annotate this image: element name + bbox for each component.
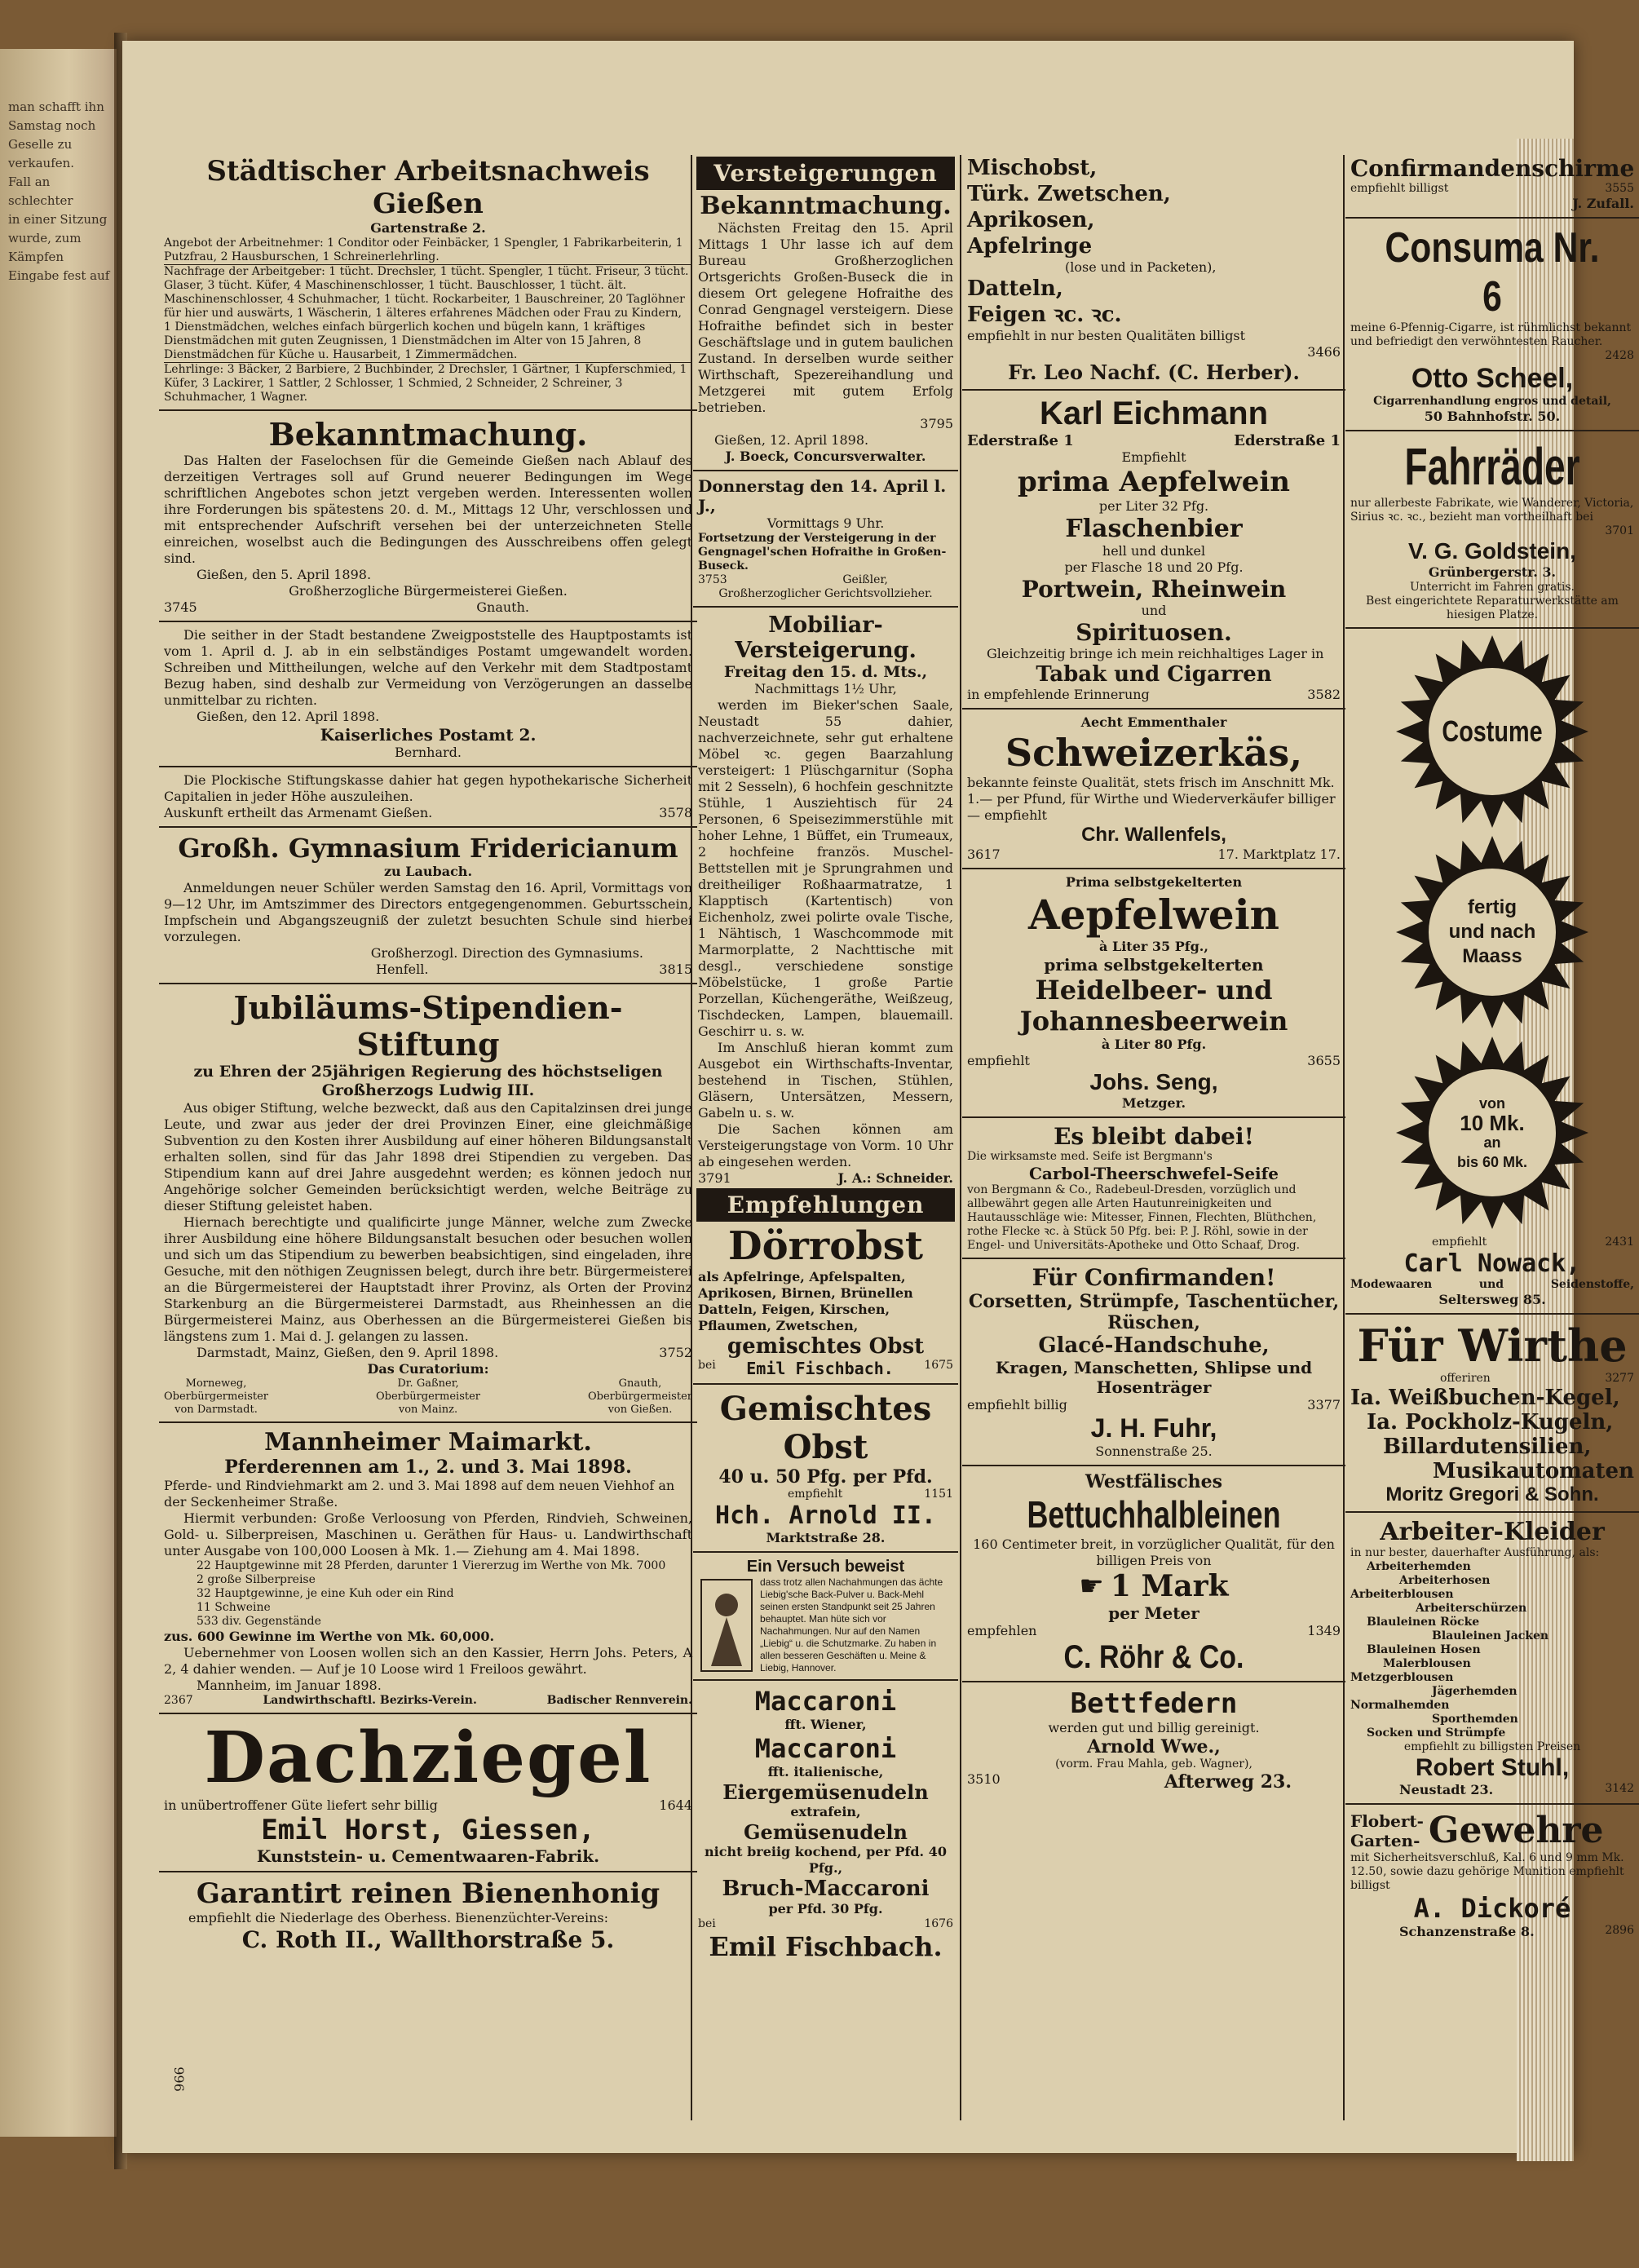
- ad-name: Emil Fischbach.: [709, 1931, 943, 1962]
- ad-signature: Bernhard.: [395, 745, 462, 760]
- ad-name: Fr. Leo Nachf. (C. Herber).: [1008, 360, 1300, 384]
- ad-authority: Kaiserliches Postamt 2.: [320, 725, 537, 745]
- ad-number: 2428: [1605, 349, 1634, 362]
- ad-number: 3745: [164, 599, 197, 615]
- ad-text: empfiehlt: [1432, 1236, 1487, 1249]
- ad-text: meine 6-Pfennig-Cigarre, ist rühmlichst bekannt und befriedigt den verwöhntesten Raucher.: [1350, 321, 1632, 348]
- ad-number: 3752: [659, 1345, 692, 1360]
- ad-bekanntmachung-hofraithe: [693, 192, 958, 465]
- ad-price: 40 u. 50 Pfg. per Pfd.: [718, 1466, 933, 1488]
- ad-title: Arbeiter-Kleider: [1380, 1518, 1605, 1546]
- ad-number: 3510: [967, 1771, 1001, 1787]
- ad-subtitle: zu Ehren der 25jährigen Regierung des höchstseligen Großherzogs Ludwig III.: [193, 1063, 663, 1099]
- ad-title: Städtischer Arbeitsnachweis Gießen: [206, 155, 650, 220]
- ad-title: Portwein, Rheinwein: [1021, 576, 1287, 603]
- ad-title: Bettuchhalbleinen: [1027, 1493, 1281, 1536]
- ad-title: Für Wirthe: [1357, 1320, 1628, 1372]
- ad-name: Robert Stuhl,: [1415, 1754, 1570, 1781]
- ad-address: Neustadt 23.: [1399, 1782, 1494, 1797]
- ad-item: Normalhemden: [1350, 1699, 1450, 1712]
- pointing-hand-icon: ☛: [1079, 1570, 1104, 1603]
- ad-title: Ein Versuch beweist: [746, 1558, 905, 1576]
- sunburst-text: an: [1483, 1134, 1501, 1151]
- ad-title: Mobiliar-Versteigerung.: [735, 612, 917, 663]
- ad-bettfedern: [962, 1687, 1345, 1793]
- ad-number: 2896: [1605, 1924, 1634, 1937]
- ad-signature: Geißler,: [842, 573, 888, 586]
- ad-title: Consuma Nr. 6: [1385, 224, 1600, 321]
- ad-text: empfiehlt die Niederlage des Oberhess. Bienenzüchter-Vereins:: [188, 1910, 609, 1925]
- section-banner-versteigerungen: Versteigerungen: [696, 157, 955, 190]
- ad-text: Cigarrenhandlung engros und detail,: [1373, 395, 1611, 408]
- ad-name: Otto Scheel,: [1411, 363, 1574, 394]
- ad-title: Aepfelwein: [1027, 891, 1280, 939]
- ad-dachziegel: [159, 1719, 697, 1866]
- ad-text: Hiermit verbunden: Große Verloosung von Pferden, Rindvieh, Schweinen, Gold- u. Silberpreisen, Maschinen u. Geräthen für Haus- u. Landwirthschaft unter Ausgabe von 100,000 Loosen à Mk. 1.— Ziehung am 4. Mai 1898.: [164, 1510, 692, 1558]
- ad-item: Arbeiterhosen: [1399, 1574, 1491, 1587]
- ad-title: Gemischtes Obst: [719, 1390, 932, 1466]
- ad-number: 2431: [1605, 1236, 1634, 1249]
- ad-confirmandenschirme: [1345, 155, 1639, 212]
- ad-org: Badischer Rennverein.: [546, 1694, 692, 1707]
- ad-text: Angebot der Arbeitnehmer: 1 Conditor oder Feinbäcker, 1 Spengler, 1 Fabrikarbeiterin, 1 Putzfrau, 2 Hausburschen, 1 Schreinerlehrling.: [164, 237, 683, 263]
- ad-item: Blauleinen Röcke: [1367, 1616, 1480, 1629]
- ad-text: fft. Wiener,: [784, 1717, 867, 1732]
- ad-address: Afterweg 23.: [1164, 1771, 1292, 1793]
- previous-page-text: man schafft ihn Samstag noch Geselle zu verkaufen. Fall an schlechter in einer Sitzung wurde, zum Kämpfen Eingabe fest auf: [8, 99, 110, 283]
- ad-fuer-wirthe: [1345, 1320, 1639, 1506]
- ad-text: hell und dunkel: [1102, 543, 1206, 559]
- ad-name: Chr. Wallenfels,: [1081, 824, 1226, 846]
- ad-authority: Großherzogl. Direction des Gymnasiums.: [370, 945, 643, 961]
- sunburst-costume: [1394, 634, 1590, 829]
- ad-doerrobst: [693, 1223, 958, 1378]
- ad-signature: Gnauth, Oberbürgermeister von Gießen.: [587, 1377, 692, 1416]
- ad-text: Uebernehmer von Loosen wollen sich an den Kassier, Herrn Johs. Peters, A 2, 4 dahier wenden. — Auf je 10 Loose wird 1 Freiloos gewährt.: [164, 1645, 692, 1677]
- ad-subtitle: Vormittags 9 Uhr.: [766, 515, 885, 531]
- ad-costume: [1345, 634, 1639, 1308]
- ad-date: Gießen, den 5. April 1898.: [197, 567, 372, 582]
- ad-prize: 533 div. Gegenstände: [197, 1615, 321, 1628]
- ad-title: Es bleibt dabei!: [1054, 1123, 1254, 1150]
- ad-title: Confirmandenschirme: [1350, 155, 1635, 182]
- column-3: [962, 155, 1345, 2120]
- ad-prize: 2 große Silberpreise: [197, 1573, 316, 1586]
- ad-item: Ia. Pockholz-Kugeln,: [1367, 1410, 1614, 1435]
- ad-price: per Liter 32 Pfg.: [1098, 498, 1209, 514]
- ad-name: C. Roth II., Wallthorstraße 5.: [241, 1926, 615, 1953]
- ad-signature: Henfell.: [376, 962, 429, 977]
- ad-bettuch: [962, 1471, 1345, 1676]
- ad-text: Kragen, Manschetten, Shlipse und Hosenträger: [995, 1358, 1313, 1397]
- ad-item: Ia. Weißbuchen-Kegel,: [1350, 1386, 1620, 1410]
- ad-title: Maccaroni: [754, 1686, 897, 1717]
- ad-subtitle: Metzger.: [1121, 1095, 1186, 1111]
- ad-title: Jubiläums-Stipendien-Stiftung: [233, 989, 623, 1063]
- ad-text: Best eingerichtete Reparaturwerkstätte am hiesigen Platze.: [1366, 595, 1619, 621]
- ad-text: Lehrlinge: 3 Bäcker, 2 Barbiere, 2 Buchbinder, 2 Drechsler, 1 Gärtner, 1 Kupferschmied, 1 Küfer, 3 Lackirer, 1 Sattler, 2 Schlosser, 1 Schmied, 2 Schneider, 2 Schreiner, 3 Schuhmacher, 1 Wagner.: [164, 362, 692, 405]
- ad-text: bekannte feinste Qualität, stets frisch im Anschnitt Mk. 1.— per Pfund, für Wirthe und Wiederverkäufer billiger — empfiehlt: [967, 775, 1336, 823]
- ad-text: und: [1141, 603, 1167, 618]
- ad-title: Maccaroni: [754, 1733, 897, 1764]
- ad-text: empfiehlt in nur besten Qualitäten billigst: [967, 328, 1246, 343]
- sunburst-text: von: [1478, 1095, 1505, 1112]
- ad-subtitle: Gartenstraße 2.: [370, 220, 486, 236]
- ad-text: nur allerbeste Fabrikate, wie Wanderer, Victoria, Sirius ꝛc. ꝛc., bezieht man vortheilhaft bei: [1350, 497, 1634, 524]
- ad-bekanntmachung-faselochsen: [159, 416, 697, 616]
- column-1: [159, 155, 697, 2120]
- ad-curatorium: Das Curatorium:: [367, 1361, 489, 1377]
- ad-prize-total: zus. 600 Gewinne im Werthe von Mk. 60,000.: [164, 1629, 495, 1644]
- ad-number: 1644: [659, 1797, 692, 1813]
- ad-name: A. Dickoré: [1413, 1893, 1571, 1924]
- ad-name: Hch. Arnold II.: [715, 1501, 936, 1530]
- ad-title: Donnerstag den 14. April l. J.,: [698, 476, 947, 515]
- ad-text: empfiehlt zu billigsten Preisen: [1403, 1740, 1581, 1753]
- ad-title: Feigen ꝛc. ꝛc.: [967, 303, 1122, 327]
- ad-item: Socken und Strümpfe: [1367, 1726, 1506, 1740]
- sunburst-preis: [1394, 1035, 1590, 1231]
- column-2: [693, 155, 958, 2120]
- ad-text: und: [1478, 1278, 1504, 1291]
- ad-address: Seltersweg 85.: [1438, 1292, 1546, 1307]
- ad-text: in nur bester, dauerhafter Ausführung, als:: [1350, 1546, 1600, 1559]
- ad-text: als Apfelringe, Apfelspalten, Aprikosen, Birnen, Brünellen Datteln, Feigen, Kirschen, Pflaumen, Zwetschen,: [698, 1269, 913, 1333]
- ad-title: Flaschenbier: [1065, 515, 1243, 543]
- ad-text: Hiernach berechtigte und qualificirte junge Männer, welche zum Zwecke ihrer Ausbildung eine höhere Bildungsanstalt besuchen oder besuchen wollen und sich um das Stipendium zu bewerben beabsichtigen, sind eingeladen, ihre Gesuche, mit den nöthigen Zeugnissen belegt, durch ihre betr. Bürgermeisterei an die Bürgermeisterei der Hauptstadt ihrer Provinz, als Orten der Provinz Starkenburg an die Bürgermeisterei Darmstadt, aus Rheinhessen an die Bürgermeisterei Mainz, aus Oberhessen an die Bürgermeisterei Gießen bis längstens zum 1. Mai d. J. gelangen zu lassen.: [164, 1214, 692, 1344]
- ad-number: 3555: [1605, 182, 1634, 195]
- ad-address: Marktstraße 28.: [766, 1530, 886, 1545]
- ad-text: werden gut und billig gereinigt.: [1048, 1720, 1260, 1735]
- ad-date: Gießen, 12. April 1898.: [714, 432, 869, 448]
- ad-text: empfiehlt: [967, 1053, 1030, 1068]
- ad-title: Heidelbeer- und: [1035, 975, 1273, 1006]
- ad-title: Bekanntmachung.: [268, 416, 588, 453]
- ad-title: Garantirt reinen Bienenhonig: [196, 1877, 660, 1910]
- ad-title: Bekanntmachung.: [700, 192, 952, 220]
- ad-gymnasium: [159, 833, 697, 978]
- ad-item: Billardutensilien,: [1383, 1435, 1592, 1459]
- ad-text: Anmeldungen neuer Schüler werden Samstag den 16. April, Vormittags von 9—12 Uhr, im Amtszimmer des Directors entgegengenommen. Geburtsschein, Impfschein und Abgangszeugniß der zuletzt besuchten Schule sind hierbei vorzulegen.: [164, 880, 692, 944]
- ad-signature: Dr. Gaßner, Oberbürgermeister von Mainz.: [375, 1377, 480, 1416]
- ad-text: empfiehlt billigst: [1350, 182, 1449, 195]
- ad-name: Moritz Gregori & Sohn.: [1385, 1483, 1599, 1505]
- ad-carbolseife: [962, 1123, 1345, 1253]
- ad-address: Sonnenstraße 25.: [1095, 1443, 1213, 1459]
- ad-name: Johs. Seng,: [1089, 1069, 1218, 1094]
- ad-name: J. H. Fuhr,: [1090, 1413, 1217, 1443]
- ad-name: Karl Eichmann: [1039, 396, 1269, 431]
- ad-text: Das Halten der Faselochsen für die Gemeinde Gießen nach Ablauf des derzeitigen Vertrages soll auf Grund neuerer Bedingungen im Wege schriftlichen Angebotes schon jetzt vergeben werden. Interessenten wollen ihre Forderungen bis spätestens 20. d. M., Mittags 12 Uhr, verschlossen und mit entsprechender Aufschrift versehen bei der unterzeichneten Stelle einreichen, woselbst auch die Bedingungen des Ausschreibens offen gelegt sind.: [164, 453, 692, 566]
- ad-item: Metzgerblousen: [1350, 1671, 1454, 1684]
- ad-authority: Großherzogliche Bürgermeisterei Gießen.: [289, 583, 568, 599]
- ad-text: Seidenstoffe,: [1550, 1278, 1634, 1291]
- ad-number: 3795: [920, 416, 953, 431]
- ad-fuhr: [962, 1264, 1345, 1460]
- ad-text: fft. italienische,: [767, 1764, 884, 1779]
- ad-eichmann: [962, 396, 1345, 703]
- ad-text: Corsetten, Strümpfe, Taschentücher, Rüschen,: [968, 1291, 1340, 1333]
- ad-text: (lose und in Packeten),: [1065, 259, 1217, 275]
- ad-org: Landwirthschaftl. Bezirks-Verein.: [263, 1694, 477, 1707]
- ad-subtitle: Nachmittags 1½ Uhr,: [754, 681, 897, 696]
- ad-title: Fahrräder: [1404, 437, 1580, 496]
- ad-signature: Morneweg, Oberbürgermeister von Darmstadt.: [164, 1377, 269, 1416]
- ad-text: 160 Centimeter breit, in vorzüglicher Qualität, für den billigen Preis von: [973, 1536, 1335, 1568]
- ad-text: dass trotz allen Nachahmungen das ächte Liebig'sche Back-Pulver u. Back-Mehl seinen ersten Standpunkt seit 25 Jahren behauptet. Man hüte sich vor Nachahmungen. Nur auf den Namen „Liebig“ u. die Schutzmarke. Zu haben in allen besseren Geschäften u. Meine & Liebig, Hannover.: [760, 1576, 943, 1673]
- ad-text: Fortsetzung der Versteigerung in der Gengnagel'schen Hofraithe in Großen-Buseck.: [698, 532, 947, 573]
- ad-liebig: [693, 1558, 958, 1674]
- ad-prize: 11 Schweine: [197, 1601, 271, 1614]
- ad-date: Gießen, den 12. April 1898.: [197, 709, 380, 724]
- ad-item: Arbeiterblousen: [1350, 1588, 1454, 1601]
- ad-text: mit Sicherheitsverschluß, Kal. 6 und 9 mm Mk. 12.50, sowie dazu gehörige Munition empfiehlt billigst: [1350, 1851, 1624, 1892]
- ad-text: (vorm. Frau Mahla, geb. Wagner),: [1055, 1757, 1252, 1771]
- ad-signature: Gnauth.: [476, 599, 529, 615]
- ad-signature: Großherzoglicher Gerichtsvollzieher.: [718, 587, 933, 600]
- ad-text: extrafein,: [790, 1804, 861, 1819]
- ad-address: Grünbergerstr. 3.: [1428, 564, 1557, 580]
- ad-aepfelwein: [962, 874, 1345, 1112]
- ad-subtitle: Freitag den 15. d. Mts.,: [723, 663, 928, 681]
- ad-schweizerkaes: [962, 714, 1345, 863]
- ad-title: prima Aepfelwein: [1018, 466, 1290, 498]
- ad-text: Die seither in der Stadt bestandene Zweigpoststelle des Hauptpostamts ist vom 1. April d. J. ab in ein selbständiges Postamt umgewandelt worden. Schreiben und Mittheilungen, welche auf den Verkehr mit dem Stadtpostamt Bezug haben, sind deshalb zur Vermeidung von Verzögerungen an dasselbe unmittelbar zu richten.: [164, 627, 692, 708]
- ad-item: Blauleinen Jacken: [1432, 1629, 1549, 1642]
- ad-bei: bei: [698, 1917, 716, 1930]
- ad-number: 3582: [1307, 687, 1341, 702]
- ad-item: Musikautomaten: [1432, 1459, 1634, 1483]
- ad-number: 1675: [924, 1359, 953, 1372]
- previous-page-edge: [0, 49, 117, 2137]
- ad-title: Dachziegel: [204, 1717, 652, 1799]
- ad-title: Türk. Zwetschen,: [967, 182, 1171, 206]
- ad-text: empfiehlt billig: [967, 1397, 1067, 1413]
- ad-signature: J. Boeck, Concursverwalter.: [725, 449, 926, 464]
- ad-text: Auskunft ertheilt das Armenamt Gießen.: [164, 805, 433, 820]
- ad-text: Die Plockische Stiftungskasse dahier hat gegen hypothekarische Sicherheit Capitalien in jeder Höhe auszuleihen.: [164, 772, 692, 804]
- ad-title: Dörrobst: [728, 1223, 923, 1269]
- ad-maimarkt: [159, 1428, 697, 1708]
- ad-bienenhonig: [159, 1877, 697, 1953]
- page-number: 996: [170, 2067, 187, 2092]
- ad-title: Carbol-Theerschwefel-Seife: [1029, 1164, 1279, 1183]
- ad-stiftungskasse: [159, 772, 697, 821]
- ad-text: offeriren: [1440, 1372, 1491, 1385]
- ad-date: Darmstadt, Mainz, Gießen, den 9. April 1898.: [197, 1345, 499, 1360]
- ad-gemischtes-obst: [693, 1390, 958, 1546]
- sunburst-text: und nach: [1448, 921, 1536, 943]
- ad-number: 3701: [1605, 524, 1634, 537]
- ad-title: Spirituosen.: [1076, 619, 1232, 646]
- ad-title: Schweizerkäs,: [1005, 731, 1303, 775]
- ad-text: Garten-: [1350, 1830, 1420, 1850]
- ad-address: Ederstraße 1: [967, 432, 1074, 449]
- ad-text: Modewaaren: [1350, 1278, 1433, 1291]
- ad-name: Emil Horst, Giessen,: [261, 1814, 595, 1846]
- ad-name: C. Röhr & Co.: [1063, 1639, 1244, 1675]
- sunburst-text: 10 Mk.: [1460, 1111, 1525, 1135]
- ad-name: Emil Fischbach.: [746, 1359, 894, 1378]
- ad-number: 3815: [659, 962, 692, 977]
- ad-text: empfiehlt: [788, 1488, 843, 1501]
- column-rule: [960, 155, 961, 2120]
- ad-arbeiter-kleider: [1345, 1518, 1639, 1798]
- sunburst-text: Maass: [1462, 945, 1522, 967]
- ad-date: Mannheim, im Januar 1898.: [197, 1678, 382, 1693]
- ad-title: Großh. Gymnasium Fridericianum: [178, 833, 678, 864]
- ad-number: 2367: [164, 1694, 193, 1707]
- ad-title: Gewehre: [1428, 1810, 1604, 1851]
- ad-title: Apfelringe: [967, 234, 1093, 259]
- ad-name: V. G. Goldstein,: [1408, 538, 1576, 564]
- ad-prize: 32 Hauptgewinne, je eine Kuh oder ein Rind: [197, 1587, 454, 1600]
- ad-bei: bei: [698, 1359, 716, 1372]
- ad-text: prima selbstgekelterten: [1044, 955, 1264, 975]
- ad-subtitle: Kunststein- u. Cementwaaren-Fabrik.: [256, 1846, 600, 1866]
- ad-text: in unübertroffener Güte liefert sehr billig: [164, 1797, 438, 1813]
- ad-price: à Liter 35 Pfg.,: [1099, 939, 1208, 954]
- ad-number: 3578: [659, 805, 692, 820]
- ad-title: Bettfedern: [1070, 1687, 1238, 1720]
- ad-prize: 22 Hauptgewinne mit 28 Pferden, darunter 1 Viererzug im Werthe von Mk. 7000: [197, 1559, 666, 1572]
- ad-subtitle: zu Laubach.: [383, 864, 473, 879]
- ad-item: Malerblousen: [1383, 1657, 1471, 1670]
- ad-postamt: [159, 627, 697, 761]
- ad-price: 1 Mark: [1110, 1569, 1229, 1603]
- ad-fahrraeder: [1345, 436, 1639, 622]
- ad-title: Johannesbeerwein: [1019, 1006, 1288, 1037]
- sunburst-text: bis 60 Mk.: [1456, 1154, 1528, 1170]
- ad-text: Gleichzeitig bringe ich mein reichhaltiges Lager in: [987, 646, 1324, 661]
- ad-mobiliar: [693, 612, 958, 1187]
- ad-number: 1676: [924, 1917, 953, 1930]
- ad-text: per Meter: [1108, 1603, 1199, 1623]
- ad-text: Empfiehlt: [1121, 449, 1186, 465]
- ad-title: Für Confirmanden!: [1032, 1264, 1276, 1291]
- ad-text: Die Sachen können am Versteigerungstage von Vorm. 10 Uhr ab eingesehen werden.: [698, 1121, 953, 1169]
- ad-subtitle: gemischtes Obst: [727, 1334, 925, 1359]
- ad-title: Datteln,: [967, 276, 1063, 301]
- ad-item: Arbeiterschürzen: [1416, 1602, 1527, 1615]
- ad-title: Bruch-Maccaroni: [722, 1877, 930, 1901]
- ad-text: Westfälisches: [1085, 1471, 1223, 1492]
- ad-title: Glacé-Handschuhe,: [1038, 1333, 1270, 1358]
- sunburst-text: Costume: [1442, 714, 1543, 748]
- ad-gewehre: [1345, 1810, 1639, 1940]
- ad-title: Aprikosen,: [967, 208, 1095, 232]
- ad-price: per Flasche 18 und 20 Pfg.: [1064, 559, 1244, 575]
- ad-address: 50 Bahnhofstr. 50.: [1424, 409, 1561, 424]
- liebig-trademark-image: [698, 1576, 755, 1674]
- ad-name: J. Zufall.: [1572, 196, 1634, 211]
- ad-text: in empfehlende Erinnerung: [967, 687, 1150, 702]
- ad-title: Mannheimer Maimarkt.: [264, 1428, 592, 1457]
- column-4: [1345, 155, 1639, 2120]
- ad-text: werden im Bieker'schen Saale, Neustadt 55 dahier, nachverzeichnete, sehr gut erhaltene Möbel ꝛc. gegen Baarzahlung versteigert: 1 Plüschgarnitur (Sopha mit 2 Sesseln), 6 hochfein geschnitzte Stühle, 1 Ausziehtisch für 24 Personen, 6 Speisezimmerstühle mit hoher Lehne, 1 Büffet, ein Trumeaux, 2 hochfeine französ. Muschel-Bettstellen mit je Sprungrahmen und dreitheiliger Roßhaarmatratze, 1 Klapptisch (Kartentisch) von Eichenholz, zwei polirte ovale Tische, 1 Nähtisch, 1 Waschcommode mit Marmorplatte, 2 Nachttische mit desgl., verschiedene sonstige Möbelstücke, 1 große Partie Porzellan, Küchengeräthe, Weißzeug, Tischdecken, Lampen, blauemaill. Geschirr u. s. w.: [698, 697, 953, 1039]
- ad-address: 17. Marktplatz 17.: [1217, 847, 1341, 862]
- ad-text: Prima selbstgekelterten: [1065, 874, 1243, 890]
- ad-number: 3617: [967, 847, 1001, 862]
- ad-number: 1349: [1307, 1623, 1341, 1638]
- ad-title: Tabak und Cigarren: [1036, 662, 1272, 687]
- ad-text: Nächsten Freitag den 15. April Mittags 1 Uhr lasse ich auf dem Bureau Großherzoglichen Ortsgerichts Großen-Buseck die in diesem Ort gelegene Hofraithe des Conrad Gengnagel versteigern. Diese Hofraithe befindet sich in bester Geschäftslage und in gutem baulichen Zustand. In derselben wurde seither Wirthschaft, Spezereihandlung und Metzgerei mit gutem Erfolg betrieben.: [698, 220, 953, 415]
- ad-name: Arnold Wwe.,: [1087, 1736, 1221, 1757]
- ad-item: Jägerhemden: [1432, 1685, 1518, 1698]
- ad-address: Schanzenstraße 8.: [1399, 1924, 1535, 1939]
- ad-text: Aecht Emmenthaler: [1080, 714, 1227, 730]
- ad-number: 3655: [1307, 1053, 1341, 1068]
- ad-item: Arbeiterhemden: [1367, 1560, 1471, 1573]
- ad-title: Eiergemüsenudeln: [722, 1780, 929, 1804]
- ad-text: Nachfrage der Arbeitgeber: 1 tücht. Drechsler, 1 tücht. Spengler, 1 tücht. Friseur, 3 tücht. Glaser, 3 tücht. Küfer, 4 Maschinenschlosser, 1 tücht. Bauschlosser, 1 tücht. ält. Maschinenschlosser, 4 Schuhmacher, 1 tücht. Rockarbeiter, 1 Bauschreiner, 20 Taglöhner für hier und auswärts, 1 Wäscherin, 1 älteres erfahrenes Mädchen oder Frau zu Kindern, 1 Dienstmädchen, welches einfach bürgerlich kochen und bügeln kann, 1 kräftiges Dienstmädchen mit guten Zeugnissen, 1 Dienstmädchen im Alter von 15 Jahren, 8 Dienstmädchen für Küche u. Hausarbeit, 1 Zimmermädchen.: [164, 264, 692, 362]
- ad-signature: J. A.: Schneider.: [837, 1170, 953, 1186]
- ad-arbeitsnachweis: [159, 155, 697, 405]
- ad-price: à Liter 80 Pfg.: [1101, 1037, 1207, 1052]
- ad-text: empfehlen: [967, 1623, 1037, 1638]
- ad-item: Blauleinen Hosen: [1367, 1643, 1481, 1656]
- ad-number: 3377: [1307, 1397, 1341, 1413]
- ad-consuma: [1345, 223, 1639, 425]
- ad-text: nicht breiig kochend, per Pfd. 40 Pfg.,: [705, 1844, 947, 1876]
- section-banner-empfehlungen: Empfehlungen: [696, 1188, 955, 1222]
- ad-number: 3466: [1307, 344, 1341, 360]
- ad-title: Gemüsenudeln: [744, 1820, 908, 1844]
- sunburst-fertig: [1394, 834, 1590, 1030]
- ad-herber: [962, 155, 1345, 384]
- ad-jubilaeum: [159, 989, 697, 1417]
- ad-number: 3753: [698, 573, 727, 586]
- sunburst-text: fertig: [1468, 896, 1517, 918]
- newspaper-page: [122, 41, 1635, 2153]
- ad-text: von Bergmann & Co., Radebeul-Dresden, vorzüglich und allbewährt gegen alle Arten Hautunreinigkeiten und Hautausschläge wie: Mitesser, Finnen, Flechten, Blüthchen, rothe Flecke ꝛc. à Stück 50 Pfg. bei: P. J. Röhl, sowie in der Engel- und Universitäts-Apotheke und Otto Schaaf, Drog.: [967, 1183, 1317, 1252]
- ad-number: 3277: [1605, 1372, 1634, 1385]
- ad-title: Mischobst,: [967, 156, 1098, 180]
- ad-text: Im Anschluß hieran kommt zum Ausgebot ein Wirthschafts-Inventar, bestehend in Tischen, Stühlen, Gläsern, Untersätzen, Messern, Gabeln u. s. w.: [698, 1040, 953, 1121]
- ad-text: Aus obiger Stiftung, welche bezweckt, daß aus den Capitalzinsen drei junge Leute, und zwar aus jeder der drei Provinzen Einer, eine gleichmäßige Subvention zu den Kosten ihrer Ausbildung auf einer höheren Bildungsanstalt erhalten sollen, sind für das Jahr 1898 drei Stipendien zu vergeben. Das Stipendium kann auf drei Jahre ausgedehnt werden; es können jedoch nur Angehörige solcher Gemeinden berücksichtigt werden, welche Beiträge zu dieser Stiftung geleistet haben.: [164, 1100, 692, 1214]
- ad-item: Sporthemden: [1432, 1713, 1518, 1726]
- ad-text: Pferde- und Rindviehmarkt am 2. und 3. Mai 1898 auf dem neuen Viehhof an der Seckenheimer Straße.: [164, 1478, 675, 1510]
- ad-number: 1151: [924, 1488, 953, 1501]
- ad-text: Flobert-: [1350, 1810, 1424, 1831]
- ad-name: Carl Nowack,: [1403, 1249, 1581, 1278]
- ad-text: per Pfd. 30 Pfg.: [768, 1901, 883, 1917]
- ad-donnerstag: [693, 476, 958, 601]
- ad-address: Ederstraße 1: [1234, 432, 1341, 449]
- ad-text: Die wirksamste med. Seife ist Bergmann's: [967, 1150, 1213, 1163]
- ad-maccaroni: [693, 1686, 958, 1962]
- ad-number: 3142: [1605, 1782, 1634, 1795]
- ad-number: 3791: [698, 1170, 731, 1186]
- ad-subtitle: Pferderennen am 1., 2. und 3. Mai 1898.: [224, 1457, 632, 1478]
- ad-text: Unterricht im Fahren gratis.: [1409, 581, 1575, 594]
